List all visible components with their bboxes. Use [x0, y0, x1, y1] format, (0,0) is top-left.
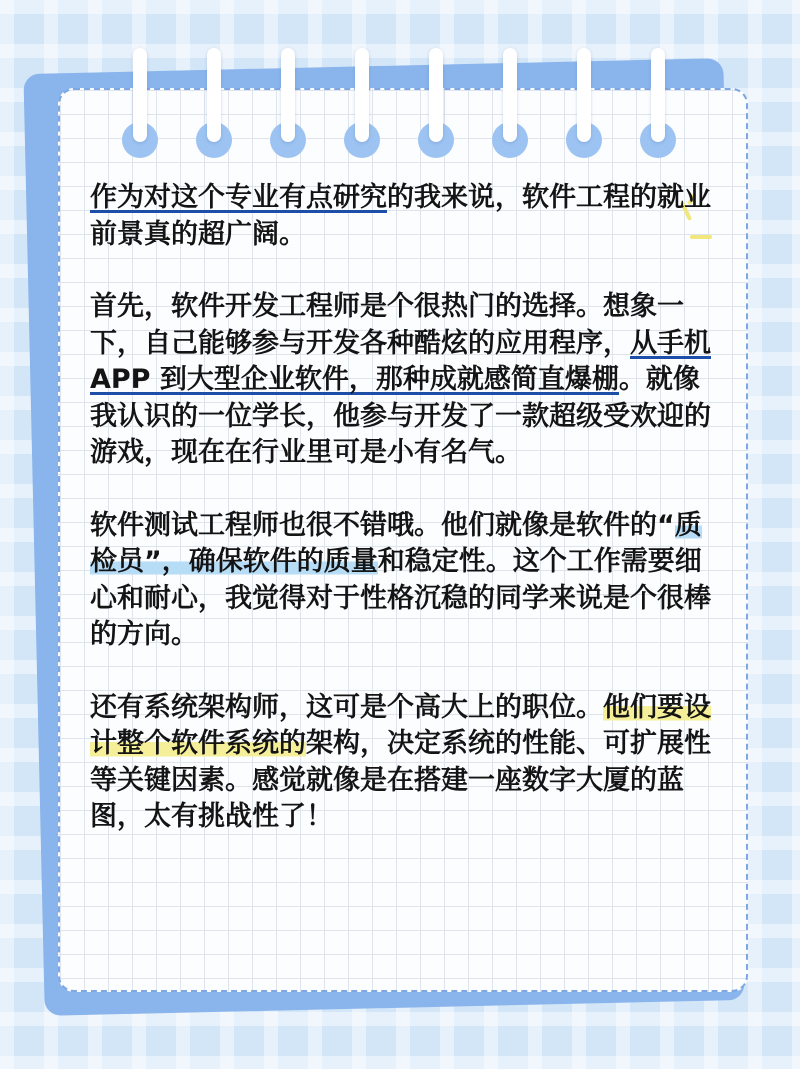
- text-segment: 还有系统架构师，这可是个高大上的职位。: [90, 691, 603, 723]
- article-body: [90, 180, 720, 872]
- underlined-phrase: 作为对这个专业有点研究: [90, 182, 387, 213]
- binder-ring-icon: [638, 48, 678, 158]
- highlighted-phrase: 质检员”，确保软件的质量: [90, 509, 702, 577]
- underlined-phrase: 从手机 APP 到大型企业软件，那种成就感简直爆棚: [90, 327, 711, 395]
- binder-ring-icon: [194, 48, 234, 158]
- text-segment: 架构，决定系统的性能、可扩展性等关键因素。感觉就像是在搭建一座数字大厦的蓝图，太有挑战性了！: [90, 728, 711, 832]
- text-segment: 的我来说，软件工程的就业前景真的超广阔。: [90, 182, 711, 250]
- text-segment: 首先，软件开发工程师是个很热门的选择。想象一下，自己能够参与开发各种酷炫的应用程序，: [90, 291, 684, 359]
- binder-ring-icon: [564, 48, 604, 158]
- highlighted-phrase: 他们要设计整个软件系统的: [90, 691, 711, 759]
- paragraph-1: [90, 180, 720, 253]
- binder-ring-icon: [416, 48, 456, 158]
- text-segment: 软件测试工程师也很不错哦。他们就像是软件的“: [90, 509, 675, 541]
- text-segment: 和稳定性。这个工作需要细心和耐心，我觉得对于性格沉稳的同学来说是个很棒的方向。: [90, 546, 711, 650]
- paragraph-4: [90, 690, 720, 836]
- text-segment: 。就像我认识的一位学长，他参与开发了一款超级受欢迎的游戏，现在在行业里可是小有名气。: [90, 364, 711, 468]
- binder-ring-icon: [268, 48, 308, 158]
- binder-ring-icon: [490, 48, 530, 158]
- binder-ring-icon: [342, 48, 382, 158]
- binder-ring-icon: [120, 48, 160, 158]
- paragraph-3: [90, 508, 720, 654]
- paragraph-2: [90, 289, 720, 472]
